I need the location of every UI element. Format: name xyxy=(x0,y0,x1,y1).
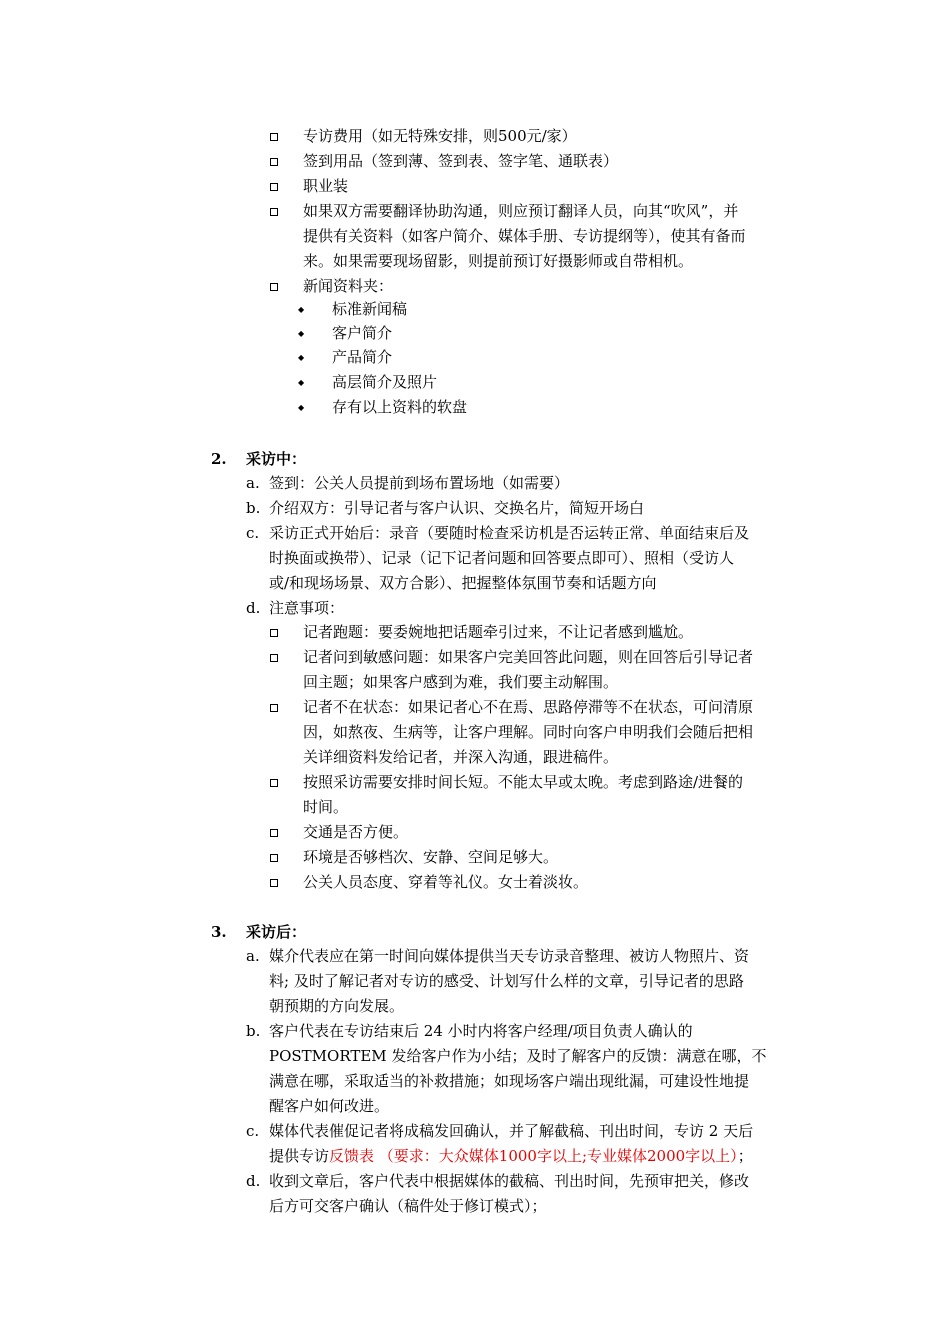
checkbox-icon xyxy=(270,208,278,216)
checkbox-icon xyxy=(270,779,278,787)
checkbox-icon xyxy=(270,183,278,191)
note-text: 按照采访需要安排时间长短。不能太早或太晚。考虑到路途/进餐的 xyxy=(303,773,744,791)
item-letter: d. xyxy=(246,1172,261,1190)
item-text: 后方可交客户确认（稿件处于修订模式）； xyxy=(269,1197,547,1215)
checkbox-icon xyxy=(270,158,278,166)
note-text: 记者问到敏感问题：如果客户完美回答此问题，则在回答后引导记者 xyxy=(303,648,754,666)
bullet-icon: ◆ xyxy=(298,353,305,362)
item-text: 客户代表在专访结束后 24 小时内将客户经理/项目负责人确认的 xyxy=(269,1022,693,1040)
item-text: 收到文章后，客户代表中根据媒体的截稿、刊出时间，先预审把关，修改 xyxy=(269,1172,750,1190)
item-text: 朝预期的方向发展。 xyxy=(269,997,405,1015)
section-title: 采访后： xyxy=(246,923,307,941)
note-text: 关详细资料发给记者，并深入沟通，跟进稿件。 xyxy=(303,748,619,766)
item-letter: c. xyxy=(246,524,260,542)
bullet-icon: ◆ xyxy=(298,329,305,338)
note-text: 时间。 xyxy=(303,798,349,816)
note-text: 记者跑题：要委婉地把话题牵引过来，不让记者感到尴尬。 xyxy=(303,623,694,641)
item-text: 介绍双方：引导记者与客户认识、交换名片，简短开场白 xyxy=(269,499,645,517)
checkbox-icon xyxy=(270,283,278,291)
item-text: ； xyxy=(737,1147,753,1165)
section-number: 2. xyxy=(211,450,227,468)
checkbox-icon xyxy=(270,854,278,862)
item-text: 满意在哪，采取适当的补救措施；如现场客户端出现纰漏，可建设性地提 xyxy=(269,1072,750,1090)
checkbox-icon xyxy=(270,829,278,837)
prep-item-translation-line2: 提供有关资料（如客户简介、媒体手册、专访提纲等），使其有备而 xyxy=(303,227,746,245)
prep-item-attire: 职业装 xyxy=(303,177,349,195)
item-text: 注意事项： xyxy=(269,599,345,617)
item-text: 采访正式开始后：录音（要随时检查采访机是否运转正常、单面结束后及 xyxy=(269,524,750,542)
item-text: 签到：公关人员提前到场布置场地（如需要） xyxy=(269,474,570,492)
item-letter: a. xyxy=(246,947,260,965)
section-title: 采访中： xyxy=(246,450,307,468)
checkbox-icon xyxy=(270,133,278,141)
note-text: 记者不在状态：如果记者心不在焉、思路停滞等不在状态，可问清原 xyxy=(303,698,754,716)
bullet-icon: ◆ xyxy=(298,378,305,387)
item-text: 或/和现场场景、双方合影）、把握整体氛围节奏和话题方向 xyxy=(269,574,657,592)
prep-item-signin: 签到用品（签到薄、签到表、签字笔、通联表） xyxy=(303,152,619,170)
item-letter: a. xyxy=(246,474,260,492)
prep-item-translation-line3: 来。如果需要现场留影，则提前预订好摄影师或自带相机。 xyxy=(303,252,694,270)
item-text: 料; 及时了解记者对专访的感受、计划写什么样的文章，引导记者的思路 xyxy=(269,972,744,990)
item-text: POSTMORTEM 发给客户作为小结；及时了解客户的反馈：满意在哪，不 xyxy=(269,1047,767,1065)
item-text: 媒介代表应在第一时间向媒体提供当天专访录音整理、被访人物照片、资 xyxy=(269,947,750,965)
item-letter: c. xyxy=(246,1122,260,1140)
bullet-icon: ◆ xyxy=(298,403,305,412)
item-letter: d. xyxy=(246,599,261,617)
item-letter: b. xyxy=(246,1022,261,1040)
press-kit-item: 高层简介及照片 xyxy=(332,373,438,391)
section-number: 3. xyxy=(211,923,227,941)
prep-item-press-kit: 新闻资料夹： xyxy=(303,277,394,295)
press-kit-item: 产品简介 xyxy=(332,348,393,366)
note-text: 回主题；如果客户感到为难，我们要主动解围。 xyxy=(303,673,619,691)
item-text: 醒客户如何改进。 xyxy=(269,1097,390,1115)
note-text: 环境是否够档次、安静、空间足够大。 xyxy=(303,848,559,866)
prep-item-fee: 专访费用（如无特殊安排，则500元/家） xyxy=(303,127,577,145)
item-text: 媒体代表催促记者将成稿发回确认，并了解截稿、刊出时间，专访 2 天后 xyxy=(269,1122,754,1140)
press-kit-item: 客户简介 xyxy=(332,324,393,342)
note-text: 交通是否方便。 xyxy=(303,823,409,841)
item-text: 时换面或换带）、记录（记下记者问题和回答要点即可）、照相（受访人 xyxy=(269,549,735,567)
prep-item-translation-line1: 如果双方需要翻译协助沟通，则应预订翻译人员，向其“吹风”，并 xyxy=(303,202,739,220)
note-text: 公关人员态度、穿着等礼仪。女士着淡妆。 xyxy=(303,873,589,891)
note-text: 因，如熬夜、生病等，让客户理解。同时向客户申明我们会随后把相 xyxy=(303,723,754,741)
press-kit-item: 标准新闻稿 xyxy=(332,300,408,318)
item-text: 提供专访 xyxy=(269,1147,330,1165)
bullet-icon: ◆ xyxy=(298,305,305,314)
checkbox-icon xyxy=(270,629,278,637)
feedback-form-requirement: 反馈表 （要求：大众媒体1000字以上;专业媒体2000字以上） xyxy=(329,1147,738,1165)
checkbox-icon xyxy=(270,879,278,887)
item-text-with-highlight xyxy=(269,1144,753,1169)
checkbox-icon xyxy=(270,704,278,712)
press-kit-item: 存有以上资料的软盘 xyxy=(332,398,468,416)
checkbox-icon xyxy=(270,654,278,662)
item-letter: b. xyxy=(246,499,261,517)
